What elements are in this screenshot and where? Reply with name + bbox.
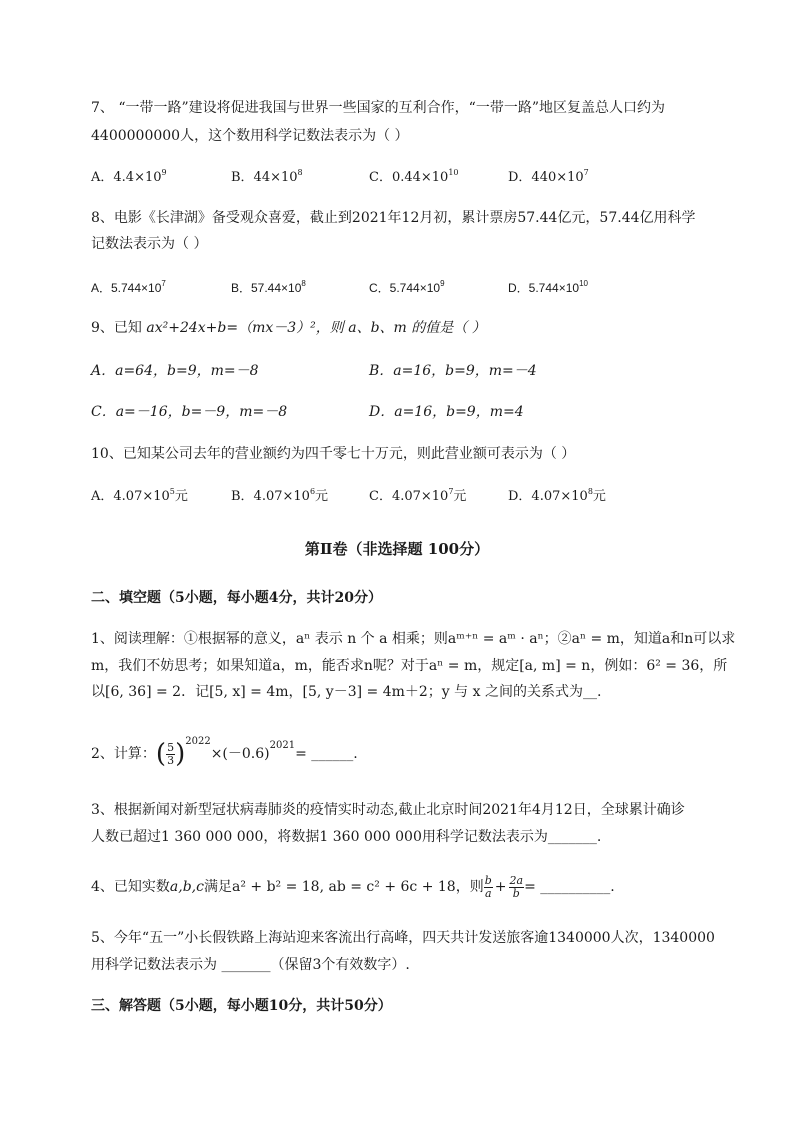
f4-fraction2-den: b	[512, 886, 520, 900]
q8-option-a-text: A．5.744×10	[91, 281, 162, 295]
part2-title: 第Ⅱ卷（非选择题 100分）	[304, 540, 490, 558]
q10-option-c-text: C．4.07×10	[369, 489, 449, 504]
q10-option-d-unit: 元	[592, 489, 606, 504]
f4-fraction1	[484, 875, 493, 900]
q8-option-b-exp: 8	[301, 279, 306, 288]
q10-option-d-exp: 8	[587, 487, 593, 496]
q10-option-a[interactable]	[91, 487, 188, 507]
q9-expression: ax²+24x+b=（mx－3）²，则 a、b、m 的值是（ ）	[146, 320, 486, 336]
f2-fraction-num: 5	[167, 740, 175, 754]
f1-line3: 以[6, 36] = 2．记[5, x] = 4m，[5, y－3] = 4m＋2；y 与 x 之间的关系式为__.	[91, 684, 602, 700]
q9-option-c[interactable]: C．a=－16，b=－9，m=－8	[91, 404, 288, 420]
q8-option-c-exp: 9	[440, 279, 445, 288]
q8-stem-line2: 记数法表示为（ ）	[91, 236, 208, 252]
left-paren-icon: (	[155, 739, 167, 769]
section3-heading: 三、解答题（5小题，每小题10分，共计50分）	[91, 998, 392, 1014]
q8-option-c-text: C．5.744×10	[369, 281, 441, 295]
q7-stem-line1: 7、 “一带一路”建设将促进我国与世界一些国家的互利合作，“一带一路”地区复盖总人口约为	[91, 100, 665, 116]
q7-option-b-exp: 8	[297, 168, 303, 177]
q10-option-b-text: B．4.07×10	[231, 489, 310, 504]
f4-vars: a,b,c	[169, 879, 204, 895]
f2-fraction	[166, 742, 175, 767]
f4-plus: +	[494, 879, 507, 895]
q7-option-a-text: A．4.4×10	[91, 170, 162, 185]
q7-option-c-exp: 10	[448, 168, 459, 177]
q8-option-b-text: B．57.44×10	[231, 281, 302, 295]
q10-option-b-exp: 6	[309, 487, 316, 496]
f3-line2: 人数已超过1 360 000 000，将数据1 360 000 000用科学记数法表示为_______.	[91, 829, 602, 845]
q7-option-b[interactable]	[231, 168, 303, 188]
q8-option-c[interactable]	[369, 278, 445, 298]
q9-stem	[91, 318, 486, 338]
q8-option-b[interactable]	[231, 278, 306, 298]
f2-fraction-den: 3	[167, 753, 175, 767]
q7-option-b-text: B．44×10	[231, 170, 298, 185]
f3-line1: 3、根据新闻对新型冠状病毒肺炎的疫情实时动态,截止北京时间2021年4月12日，全球累计确诊	[91, 802, 685, 818]
f4-fraction2	[509, 875, 525, 900]
q10-option-c-unit: 元	[453, 489, 467, 504]
q10-option-c[interactable]	[369, 487, 466, 507]
q7-option-d-text: D．440×10	[508, 170, 584, 185]
f4-fraction1-den: a	[484, 886, 492, 900]
f2-prefix: 2、计算：	[91, 746, 156, 762]
q7-option-a[interactable]	[91, 168, 167, 188]
q10-option-a-exp: 5	[169, 487, 175, 496]
f1-line1: 1、阅读理解：①根据幂的意义，aⁿ 表示 n 个 a 相乘；则aᵐ⁺ⁿ = aᵐ · aⁿ；②aⁿ = m，知道a和n可以求	[91, 631, 736, 647]
q9-prefix: 9、已知	[91, 320, 142, 336]
f4-condition: 满足a² + b² = 18, ab = c² + 6c + 18，则	[203, 879, 484, 895]
q8-option-d-exp: 10	[579, 279, 588, 288]
q7-option-d-exp: 7	[583, 168, 589, 177]
f1-line2: m，我们不妨思考；如果知道a，m，能否求n呢？对于aⁿ = m，规定[a, m] = n，例如：6² = 36，所	[91, 658, 728, 674]
q10-option-a-text: A．4.07×10	[91, 489, 170, 504]
q7-option-c-text: C．0.44×10	[369, 170, 449, 185]
q10-option-b[interactable]	[231, 487, 328, 507]
f4-fraction1-num: b	[484, 873, 492, 887]
q7-stem-line2: 4400000000人，这个数用科学记数法表示为（ ）	[91, 128, 409, 144]
section2-heading: 二、填空题（5小题，每小题4分，共计20分）	[91, 590, 382, 606]
f2-exp2: 2021	[269, 740, 296, 751]
q10-option-d-text: D．4.07×10	[508, 489, 588, 504]
q8-option-d[interactable]	[508, 278, 588, 298]
f4-prefix: 4、已知实数	[91, 879, 170, 895]
q9-option-d[interactable]: D．a=16，b=9，m=4	[369, 404, 524, 420]
q8-option-a[interactable]	[91, 278, 166, 298]
q7-option-a-exp: 9	[161, 168, 167, 177]
q10-stem: 10、已知某公司去年的营业额约为四千零七十万元，则此营业额可表示为（ ）	[91, 446, 576, 462]
q10-option-c-exp: 7	[448, 487, 454, 496]
right-paren-icon: )	[175, 739, 186, 769]
f2-exp1: 2022	[185, 736, 211, 747]
f2-mid: ×(－0.6)	[210, 746, 270, 762]
q7-option-c[interactable]	[369, 168, 459, 188]
q8-option-a-exp: 7	[161, 279, 166, 288]
f2-line	[91, 736, 358, 772]
f5-line2: 用科学记数法表示为 _______（保留3个有效数字）.	[91, 957, 410, 973]
f2-suffix: = ______.	[295, 746, 358, 762]
q7-option-d[interactable]	[508, 168, 589, 188]
q10-option-d[interactable]	[508, 487, 606, 507]
f4-suffix: = __________.	[524, 879, 615, 895]
f5-line1: 5、今年“五一”小长假铁路上海站迎来客流出行高峰，四天共计发送旅客逾1340000人次，1340000	[91, 930, 715, 946]
q9-option-b[interactable]: B．a=16，b=9，m=－4	[369, 363, 537, 379]
q10-option-b-unit: 元	[315, 489, 329, 504]
q8-option-d-text: D．5.744×10	[508, 281, 580, 295]
q10-option-a-unit: 元	[174, 489, 188, 504]
q9-option-a[interactable]: A．a=64，b=9，m=－8	[91, 363, 259, 379]
f4-fraction2-num: 2a	[509, 873, 524, 887]
q8-stem-line1: 8、电影《长津湖》备受观众喜爱，截止到2021年12月初，累计票房57.44亿元，57.44亿用科学	[91, 210, 696, 226]
f4-line	[91, 870, 615, 904]
